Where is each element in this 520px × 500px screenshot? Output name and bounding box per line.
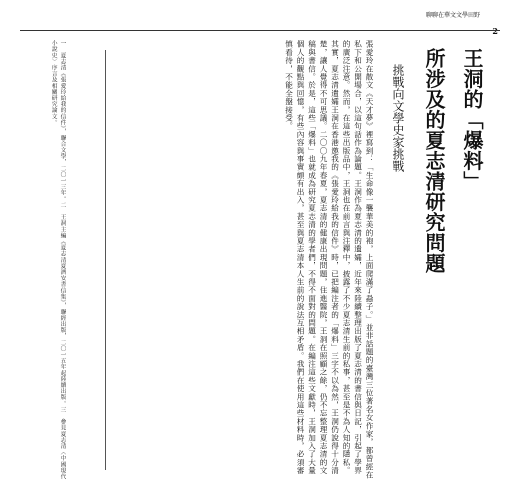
running-title: 聊聊在華文文學田野 bbox=[425, 12, 480, 19]
article-title-line-2: 所涉及的夏志清研究問題 bbox=[422, 48, 446, 274]
article-subtitle: 挑戰向文學史家挑戰 bbox=[391, 64, 405, 172]
article-body: 張愛玲在散文《天才夢》裡寫到：「生命像一襲華美的袍，上面爬滿了蝨子。」並非話題的臺灣三位著名女作家，都曾經在私下和公開場合，以這句話作為論題。王洞作為夏志清的遺孀，近年來陸續整理出版了夏志清的書信與日記，引起了學界的廣泛注意。然而，在這些出版品中，王洞也在前言與注釋中，披露了不少夏志清生前的私事，甚至是不為人知的隱私。其實，夏志清遺孀王洞在香港邀我的《張愛玲給我的信件》時，已把編注者的「爆料」三字不以為然，王洞仍說得十分清楚，讓人覺得不可思議。二〇〇九年春夏，夏志清的健康出現問題，住進醫院，王洞在照顧之餘，仍不忘整理夏志清的文稿與書信。於是，這些「爆料」也就成為研究夏志清的學者們，不得不面對的問題。在編注這些文獻時，王洞加入了大量個人的觀點與回憶，有些內容與事實頗有出入，甚至與夏志清本人生前的說法互相矛盾。我們在使用這些材料時，必須審慎看待，不能全盤接受。 bbox=[284, 40, 374, 479]
header-rule bbox=[20, 30, 500, 31]
page-number: 2 bbox=[492, 26, 498, 36]
article-title-line-1: 王洞的「爆料」 bbox=[460, 48, 484, 192]
footnotes: 一 夏志清《張愛玲給我的信件》，聯合文學，二〇一三年。二 王洞主編《夏志清夏濟安書信集》，聯經出版，二〇一五年起陸續出版。三 參見夏志清〈中國現代小說史〉序言及相關研究論文。 bbox=[50, 40, 65, 480]
footnote-divider bbox=[105, 50, 106, 470]
